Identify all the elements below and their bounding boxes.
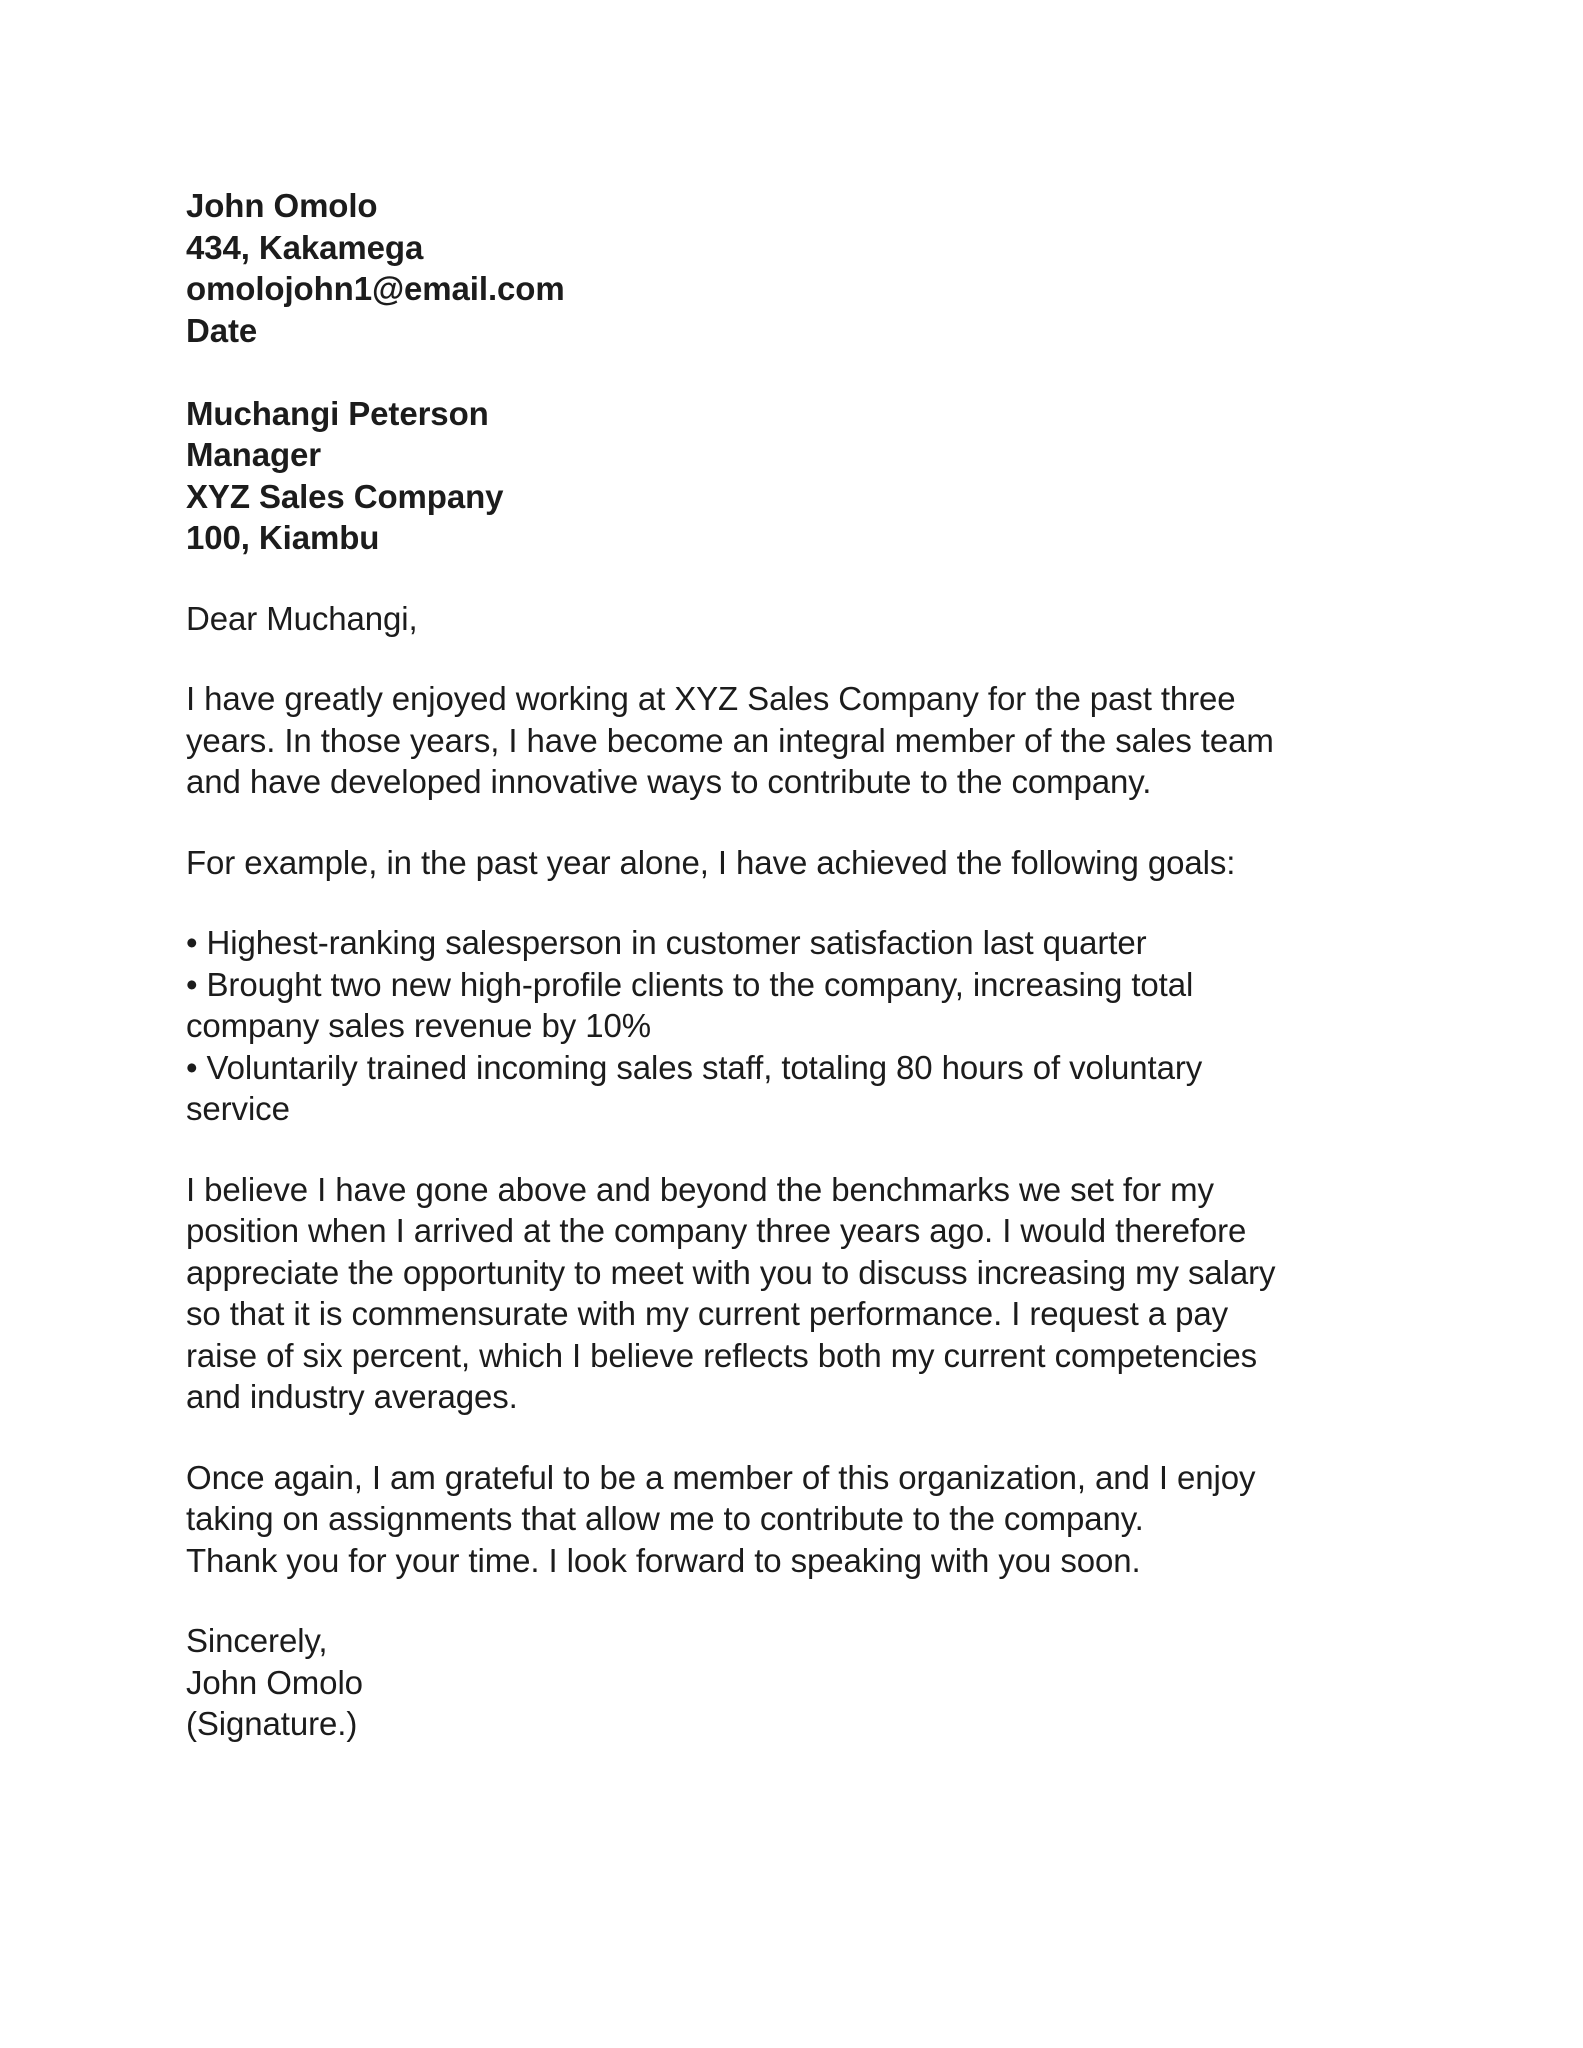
signoff-name: John Omolo: [186, 1663, 363, 1701]
paragraph-line: so that it is commensurate with my current performance. I request a pay: [186, 1295, 1229, 1332]
salutation: [186, 598, 1436, 640]
paragraph-line: and industry averages.: [186, 1378, 518, 1415]
spacer: [186, 883, 1436, 922]
sender-email: omolojohn1@email.com: [186, 270, 565, 307]
list-item-continuation: service: [186, 1090, 290, 1127]
recipient-name: Muchangi Peterson: [186, 394, 489, 432]
achievements-list: [186, 922, 1436, 1130]
paragraph-line: years. In those years, I have become an integral member of the sales team: [186, 721, 1274, 759]
paragraph-line: position when I arrived at the company three years ago. I would therefore: [186, 1212, 1247, 1249]
paragraph-line: appreciate the opportunity to meet with you to discuss increasing my salary: [186, 1253, 1276, 1291]
paragraph-line: Thank you for your time. I look forward to speaking with you soon.: [186, 1541, 1141, 1579]
list-item-continuation: company sales revenue by 10%: [186, 1007, 651, 1044]
paragraph-line: and have developed innovative ways to contribute to the company.: [186, 763, 1152, 800]
salutation-text: Dear Muchangi,: [186, 599, 418, 637]
recipient-company: XYZ Sales Company: [186, 477, 504, 515]
spacer: [186, 1418, 1436, 1457]
sender-date: Date: [186, 311, 258, 349]
list-item: • Brought two new high-profile clients to the company, increasing total: [186, 965, 1194, 1003]
paragraph-example-lead: [186, 842, 1436, 884]
recipient-address: 100, Kiambu: [186, 519, 380, 556]
signoff-block: [186, 1620, 1436, 1745]
paragraph-request: [186, 1169, 1436, 1418]
paragraph-line: raise of six percent, which I believe reflects both my current competencies: [186, 1336, 1257, 1374]
signature-placeholder: (Signature.): [186, 1705, 358, 1742]
valediction: Sincerely,: [186, 1622, 328, 1659]
list-item: • Voluntarily trained incoming sales staff, totaling 80 hours of voluntary: [186, 1048, 1203, 1086]
sender-name: John Omolo: [186, 187, 378, 224]
spacer: [186, 1130, 1436, 1169]
recipient-title: Manager: [186, 436, 322, 473]
paragraph-line: Once again, I am grateful to be a member of this organization, and I enjoy: [186, 1458, 1256, 1496]
paragraph-line: I have greatly enjoyed working at XYZ Sales Company for the past three: [186, 680, 1236, 717]
spacer: [186, 639, 1436, 678]
list-item: • Highest-ranking salesperson in customer satisfaction last quarter: [186, 924, 1147, 961]
paragraph-closing: [186, 1457, 1436, 1582]
spacer: [186, 803, 1436, 842]
paragraph-intro: [186, 678, 1436, 803]
spacer: [186, 1581, 1436, 1620]
spacer: [186, 351, 1436, 393]
spacer: [186, 559, 1436, 598]
sender-address: 434, Kakamega: [186, 228, 424, 266]
paragraph-line: I believe I have gone above and beyond the benchmarks we set for my: [186, 1170, 1214, 1208]
paragraph-line: taking on assignments that allow me to contribute to the company.: [186, 1500, 1144, 1537]
letter-page: [186, 185, 1436, 1745]
sender-block: [186, 185, 1436, 351]
recipient-block: [186, 393, 1436, 559]
paragraph-line: For example, in the past year alone, I have achieved the following goals:: [186, 843, 1236, 881]
